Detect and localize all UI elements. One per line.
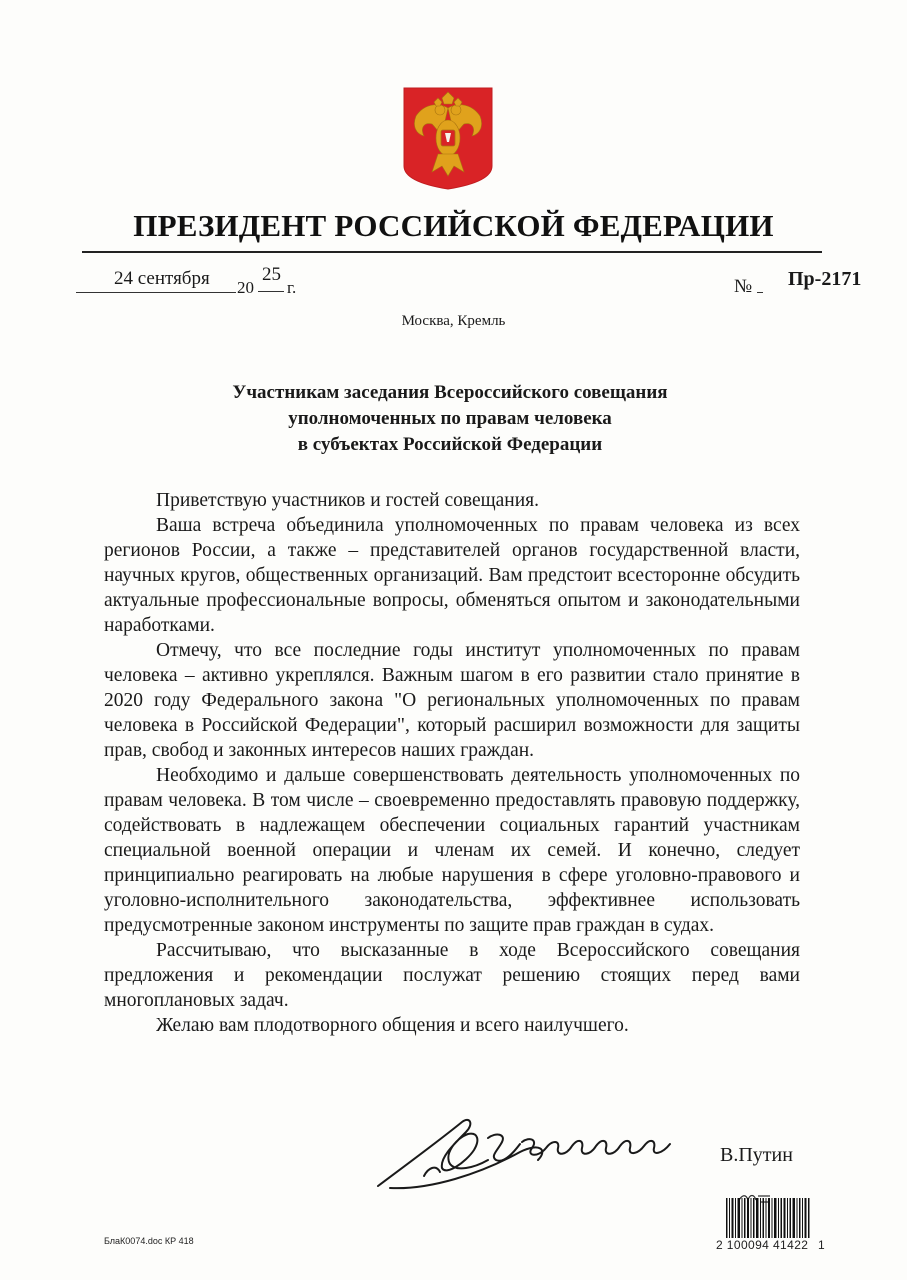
signer-name: В.Путин: [720, 1144, 793, 1166]
body-paragraph: Необходимо и дальше совершенствовать деятельность уполномоченных по правам человека. В том числе – своевременно предоставлять правовую поддержку, содействовать в надлежащем обеспечении социальных гарантий участникам специальной военной операции и членам их семей. И конечно, следует принципиально реагировать на любые нарушения в сфере уголовно-правового и уголовно-исполнительного законодательства, эффективнее использовать предусмотренные законом инструменты по защите прав граждан в судах.: [104, 765, 800, 936]
addressee-block: [150, 380, 750, 458]
body-paragraph: Ваша встреча объединила уполномоченных по правам человека из всех регионов России, а также – представителей органов государственной власти, научных кругов, общественных организаций. Вам предстоит всесторонне обсудить актуальные профессиональные вопросы, обменяться опытом и законодательными наработками.: [104, 515, 800, 636]
barcode-check-digit: 1: [818, 1238, 825, 1252]
barcode: [726, 1198, 810, 1238]
year-underline: [258, 291, 284, 292]
body-paragraph: Рассчитываю, что высказанные в ходе Всероссийского совещания предложения и рекомендации послужат решению стоящих перед вами многоплановых задач.: [104, 940, 800, 1011]
year-suffix: г.: [287, 278, 297, 297]
addressee-line: Участникам заседания Всероссийского совещания: [232, 382, 668, 403]
body-paragraph: Желаю вам плодотворного общения и всего наилучшего.: [156, 1015, 629, 1036]
letter-body: [104, 488, 800, 1038]
addressee-line: уполномоченных по правам человека: [288, 408, 612, 429]
document-date: 24 сентября: [114, 268, 210, 289]
number-label: №: [734, 276, 753, 297]
document-number: Пр-2171: [788, 268, 862, 290]
document-year: 25: [262, 264, 281, 285]
date-underline: [76, 292, 236, 293]
handwritten-signature: [370, 1102, 690, 1198]
letterhead-title: ПРЕЗИДЕНТ РОССИЙСКОЙ ФЕДЕРАЦИИ: [133, 208, 774, 243]
body-paragraph: Отмечу, что все последние годы институт уполномоченных по правам человека – активно укреплялся. Важным шагом в его развитии стало принятие в 2020 году Федерального закона "О региональных уполномоченных по правам человека в Российской Федерации", который расширил возможности для защиты прав, свобод и законных интересов наших граждан.: [104, 640, 800, 761]
file-code: БлаК0074.doc КР 418: [104, 1236, 194, 1246]
body-paragraph: Приветствую участников и гостей совещания.: [156, 490, 540, 511]
barcode-number: 2 100094 41422: [716, 1238, 809, 1252]
year-prefix: 20: [237, 278, 254, 297]
letterhead-divider: [82, 251, 822, 253]
document-place: Москва, Кремль: [401, 313, 506, 329]
addressee-line: в субъектах Российской Федерации: [297, 434, 603, 455]
coat-of-arms-emblem: [402, 86, 494, 191]
number-underline: [757, 292, 763, 293]
